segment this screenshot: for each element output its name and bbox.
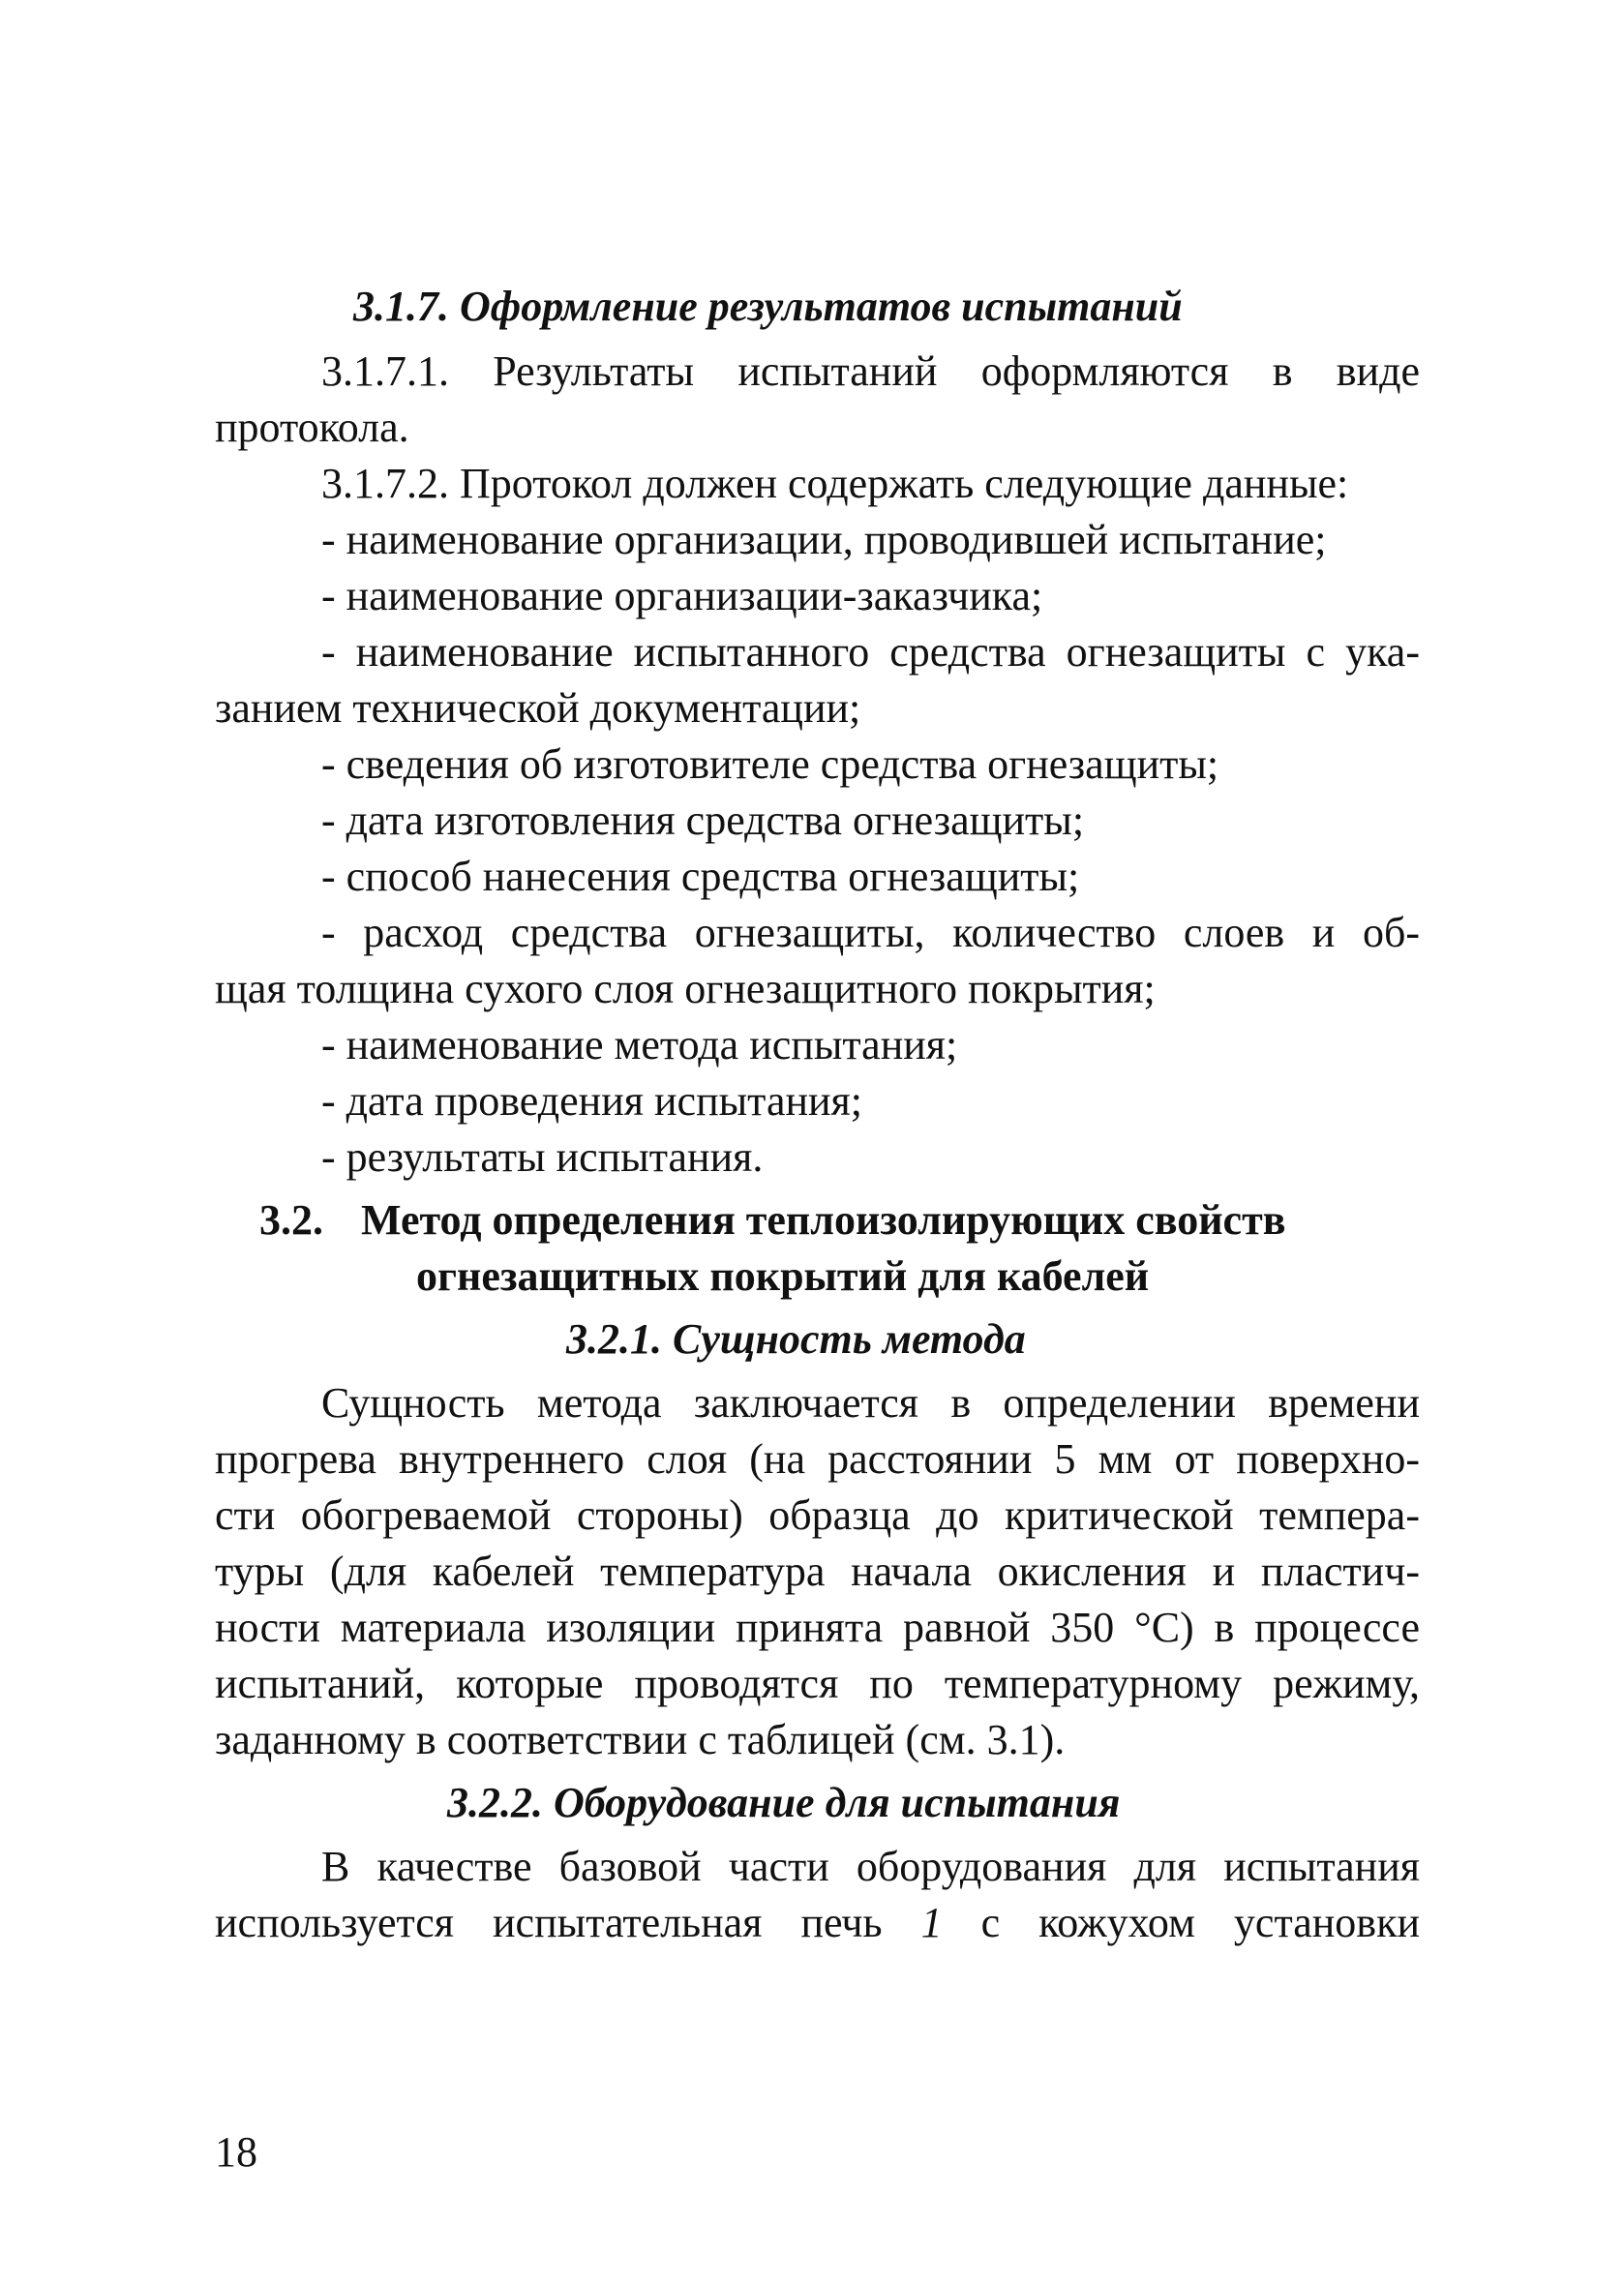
list-item-continuation: щая толщина сухого слоя огнезащитного покрытия; [215, 965, 1156, 1012]
section-heading-3-1-7: 3.1.7. Оформление результатов испытаний [353, 283, 1183, 330]
paragraph-text: с кожухом установки [980, 1899, 1420, 1946]
paragraph-line: ности материала изоляции принята равной 350 °С) в процессе [215, 1604, 1420, 1651]
section-heading-3-2-1: 3.2.1. Сущность метода [566, 1315, 1026, 1363]
paragraph-line: сти обогреваемой стороны) образца до критической темпера- [215, 1491, 1420, 1539]
list-item: - наименование метода испытания; [321, 1021, 958, 1068]
paragraph-text: используется испытательная печь [215, 1899, 883, 1946]
paragraph-line: туры (для кабелей температура начала окисления и пластич- [215, 1548, 1420, 1595]
list-item: - наименование испытанного средства огнезащиты с ука- [321, 628, 1420, 676]
list-item-continuation: занием технической документации; [215, 684, 861, 732]
paragraph-line: заданному в соответствии с таблицей (см. 3.1). [215, 1716, 1066, 1763]
section-title-line-1: Метод определения теплоизолирующих свойств [361, 1196, 1286, 1244]
paragraph-line: прогрева внутреннего слоя (на расстоянии 5 мм от поверхно- [215, 1435, 1420, 1483]
page-number: 18 [215, 2128, 257, 2176]
section-heading-3-2 [259, 1192, 1285, 1248]
paragraph-3-1-7-1-line-2: протокола. [215, 404, 409, 451]
list-item: - наименование организации-заказчика; [321, 572, 1043, 619]
paragraph-3-1-7-1-line-1: 3.1.7.1. Результаты испытаний оформляются в виде [321, 347, 1420, 395]
list-item: - расход средства огнезащиты, количество слоев и об- [321, 909, 1420, 956]
paragraph-3-1-7-2: 3.1.7.2. Протокол должен содержать следующие данные: [321, 460, 1349, 507]
section-title-line-2: огнезащитных покрытий для кабелей [416, 1252, 1150, 1300]
paragraph-line: Сущность метода заключается в определении времени [321, 1379, 1420, 1427]
list-item: - дата проведения испытания; [321, 1077, 863, 1125]
figure-reference-number: 1 [920, 1899, 943, 1946]
section-heading-3-2-2: 3.2.2. Оборудование для испытания [447, 1779, 1121, 1826]
list-item: - сведения об изготовителе средства огнезащиты; [321, 740, 1219, 788]
section-number: 3.2. [259, 1196, 323, 1244]
paragraph-line: В качестве базовой части оборудования для испытания [321, 1843, 1420, 1890]
list-item: - результаты испытания. [321, 1133, 764, 1181]
list-item: - дата изготовления средства огнезащиты; [321, 797, 1085, 844]
list-item: - способ нанесения средства огнезащиты; [321, 853, 1080, 900]
paragraph-line: испытаний, которые проводятся по температурному режиму, [215, 1660, 1420, 1707]
paragraph-line [215, 1895, 1420, 1951]
list-item: - наименование организации, проводившей испытание; [321, 516, 1327, 563]
